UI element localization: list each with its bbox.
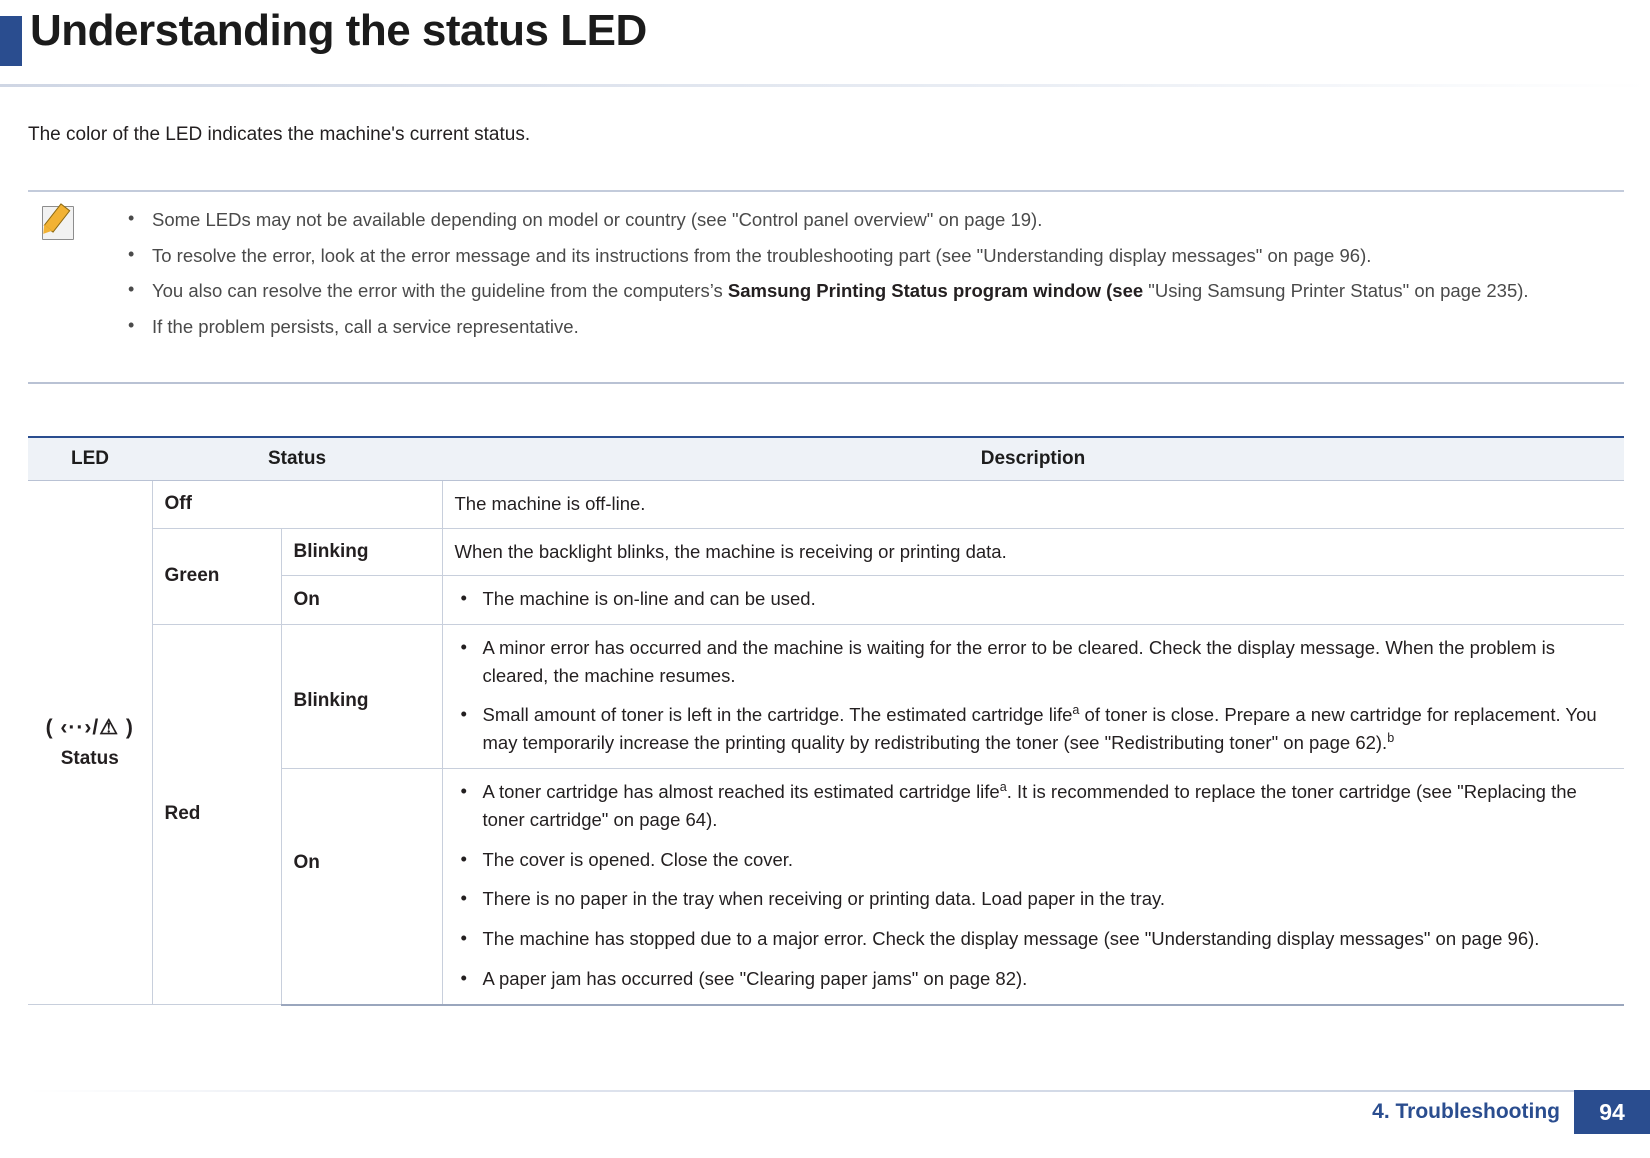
list-item [124, 206, 1624, 235]
note-item-text: If the problem persists, call a service representative. [152, 316, 579, 338]
column-header-led: LED [28, 437, 152, 481]
led-status-cell [28, 481, 152, 1005]
table-row [28, 528, 1624, 576]
footer-divider [28, 1090, 1650, 1092]
note-item-text: To resolve the error, look at the error message and its instructions from the troubleshooting part (see "Understanding display messages" on page 96). [152, 244, 1372, 266]
list-item: • There is no paper in the tray when receiving or printing data. Load paper in the tray. [455, 885, 1613, 913]
table-head [28, 437, 1624, 481]
led-status-table [28, 436, 1624, 1006]
color-label-green: Green [152, 528, 281, 624]
page-title: Understanding the status LED [30, 6, 647, 55]
column-header-description: Description [442, 437, 1624, 481]
description-cell [442, 769, 1624, 1005]
status-led-icon: ( ‹··›/⚠ ) [45, 715, 134, 739]
list-item: • The machine is on-line and can be used. [455, 585, 1613, 613]
intro-paragraph: The color of the LED indicates the machine's current status. [28, 124, 531, 145]
list-item [124, 313, 1624, 342]
note-list [124, 206, 1624, 342]
list-item: • A paper jam has occurred (see "Clearing paper jams" on page 82). [455, 965, 1613, 993]
note-item-text: Some LEDs may not be available depending on model or country (see "Control panel overview" on page 19). [152, 209, 1043, 230]
table-row [28, 624, 1624, 768]
note-body [28, 192, 1624, 382]
description-cell [442, 624, 1624, 768]
note-item-text-tail: "Using Samsung Printer Status" on page 235). [1143, 280, 1529, 302]
page-footer [0, 1090, 1650, 1134]
list-item: • The cover is opened. Close the cover. [455, 846, 1613, 874]
table-header-row [28, 437, 1624, 481]
description-list [455, 585, 1613, 613]
list-item [124, 242, 1624, 271]
list-item: • A toner cartridge has almost reached its estimated cartridge life$^a$. It is recommended to replace the toner cartridge (see "Replacing the toner cartridge" on page 64). [455, 778, 1613, 834]
state-label: On [281, 576, 442, 625]
description-cell: When the backlight blinks, the machine is receiving or printing data. [442, 528, 1624, 576]
state-label: On [281, 769, 442, 1005]
page-header [0, 0, 1650, 92]
state-label: Blinking [281, 528, 442, 576]
description-cell: The machine is off-line. [442, 481, 1624, 529]
description-cell [442, 576, 1624, 625]
note-divider-bottom [28, 382, 1624, 384]
note-item-emphasis: Samsung Printing Status program window (see [727, 280, 1144, 302]
led-cell-label: Status [60, 748, 119, 770]
list-item: • Small amount of toner is left in the cartridge. The estimated cartridge life$^a$ of toner is close. Prepare a new cartridge for replacement. You may temporarily increase the printing quality by redistributing the toner (see "Redistributing toner" on page 62).$^b$ [455, 701, 1613, 757]
column-header-status: Status [152, 437, 442, 481]
description-list [455, 778, 1613, 993]
note-item-text: You also can resolve the error with the guideline from the computers’s [152, 280, 728, 302]
list-item [124, 277, 1624, 306]
table-row [28, 481, 1624, 529]
description-list [455, 634, 1613, 757]
list-item: • A minor error has occurred and the machine is waiting for the error to be cleared. Check the display message. When the problem is cleared, the machine resumes. [455, 634, 1613, 690]
state-label: Blinking [281, 624, 442, 768]
table-body [28, 481, 1624, 1005]
footer-chapter-label: 4. Troubleshooting [1372, 1100, 1560, 1123]
header-divider [0, 84, 1650, 87]
note-box [28, 190, 1624, 384]
color-label-red: Red [152, 624, 281, 1004]
state-label: Off [152, 481, 442, 529]
note-pencil-icon [42, 206, 78, 240]
footer-page-number: 94 [1574, 1090, 1650, 1134]
list-item: • The machine has stopped due to a major error. Check the display message (see "Understanding display messages" on page 96). [455, 925, 1613, 953]
header-accent-bar [0, 16, 22, 66]
